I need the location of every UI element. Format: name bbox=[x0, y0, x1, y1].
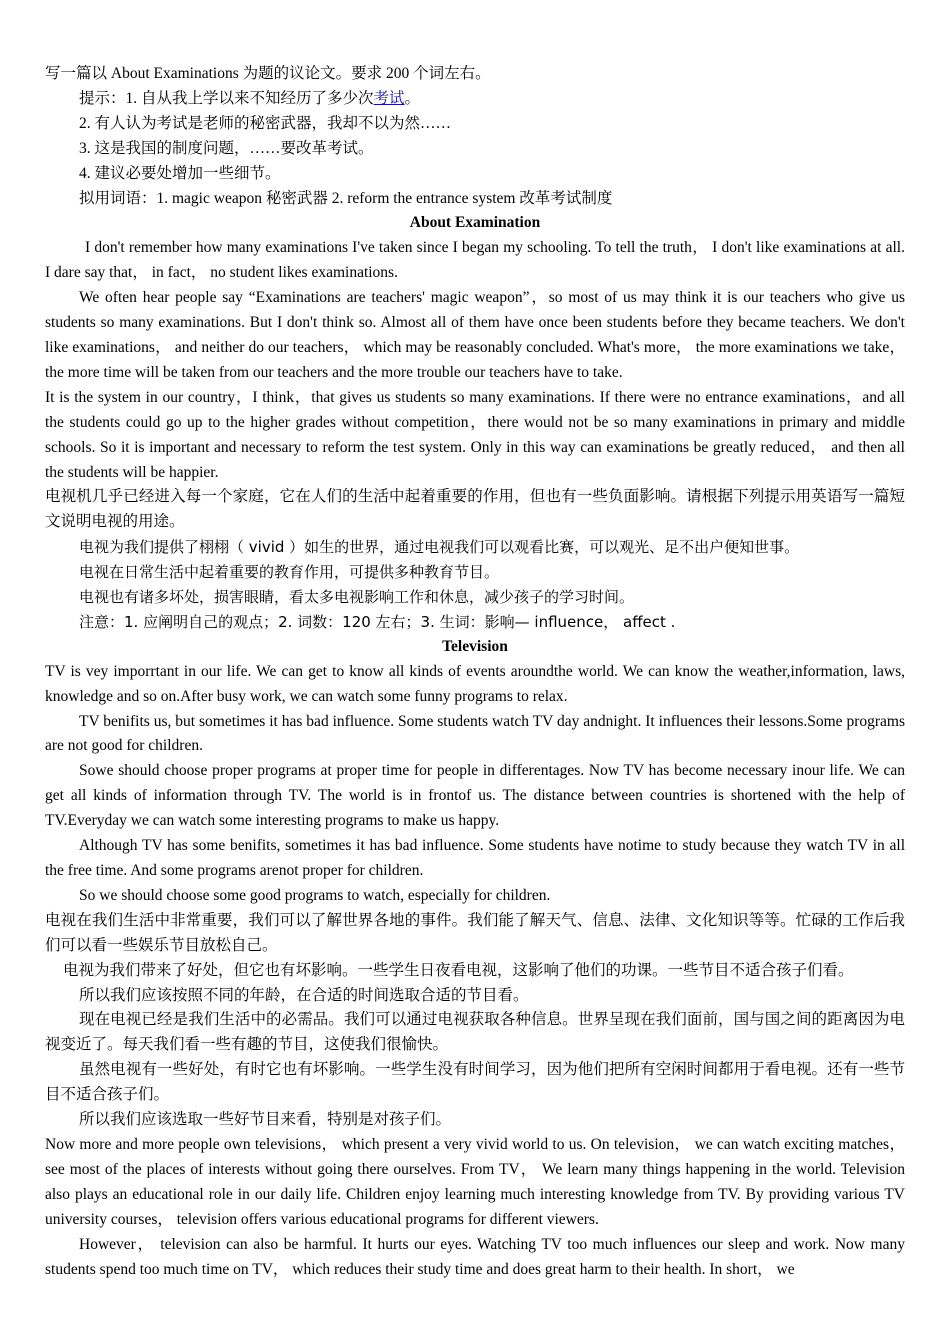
task1-prompt: 写一篇以 About Examinations 为题的议论文。要求 200 个词左右。 bbox=[45, 65, 491, 82]
document-page bbox=[45, 62, 905, 1282]
task2-hint-1: 电视为我们提供了栩栩（ vivid ）如生的世界，通过电视我们可以观看比赛，可以观光、足不出户便知世事。 bbox=[79, 538, 800, 557]
task1-hint-4: 4. 建议必要处增加一些细节。 bbox=[79, 164, 281, 182]
translation-paragraph: 虽然电视有一些好处，有时它也有坏影响。一些学生没有时间学习，因为他们把所有空闲时间都用于看电视。还有一些节目不适合孩子们。 bbox=[45, 1061, 905, 1104]
task1-hint-2: 2. 有人认为考试是老师的秘密武器，我却不以为然…… bbox=[79, 114, 452, 132]
task1-hint-1-end: 。 bbox=[404, 89, 421, 107]
model-essay-paragraph: Now more and more people own televisions， which present a very vivid world to us. On television， we can watch exciting matches， see most of the places of interests without going there ourselves. From TV， We learn many things happening in the world. Television also plays an educational role in our daily life. Children enjoy learning much interesting knowledge from TV. By providing various TV university courses， television offers various educational programs for different viewers. bbox=[45, 1135, 905, 1228]
task2-hint-3: 电视也有诸多坏处，损害眼睛，看太多电视影响工作和休息，减少孩子的学习时间。 bbox=[79, 588, 635, 607]
essay2-paragraph: TV benifits us, but sometimes it has bad influence. Some students watch TV day andnight. It influences their lessons.Some programs are not good for children. bbox=[45, 712, 905, 755]
task1-hint-1-text: 提示：1. 自从我上学以来不知经历了多少次 bbox=[79, 89, 374, 107]
essay2-paragraph: Sowe should choose proper programs at proper time for people in differentages. Now TV has become necessary inour life. We can get all kinds of information through TV. The world is in frontof us. The distance between countries is shortened with the help of TV.Everyday we can watch some interesting programs to make us happy. bbox=[45, 762, 905, 830]
task1-hint-1 bbox=[45, 87, 905, 112]
task2-prompt: 电视机几乎已经进入每一个家庭，它在人们的生活中起着重要的作用，但也有一些负面影响。请根据下列提示用英语写一篇短文说明电视的用途。 bbox=[45, 488, 905, 531]
translation-paragraph: 所以我们应该选取一些好节目来看，特别是对孩子们。 bbox=[79, 1111, 452, 1129]
essay1-paragraph: We often hear people say “Examinations are teachers' magic weapon”，so most of us may think it is our teachers who give us students so many examinations. But I don't think so. Almost all of them have once been students before they became teachers. We don't like examinations， and neither do our teachers， which may be reasonably concluded. What's more， the more examinations we take， the more time will be taken from our teachers and the more trouble our teachers have to take. bbox=[45, 289, 905, 381]
translation-paragraph: 现在电视已经是我们生活中的必需品。我们可以通过电视获取各种信息。世界呈现在我们面前，国与国之间的距离因为电视变近了。每天我们看一些有趣的节目，这使我们很愉快。 bbox=[45, 1011, 905, 1054]
translation-paragraph: 所以我们应该按照不同的年龄，在合适的时间选取合适的节目看。 bbox=[79, 986, 529, 1004]
essay2-paragraph: So we should choose some good programs to watch, especially for children. bbox=[79, 886, 551, 904]
essay2-title: Television bbox=[442, 637, 508, 655]
translation-paragraph: 电视在我们生活中非常重要，我们可以了解世界各地的事件。我们能了解天气、信息、法律、文化知识等等。忙碌的工作后我们可以看一些娱乐节目放松自己。 bbox=[45, 911, 905, 954]
essay2-paragraph: TV is vey imporrtant in our life. We can get to know all kinds of events aroundthe world. We can know the weather,information, laws, knowledge and so on.After busy work, we can watch some funny programs to relax. bbox=[45, 662, 905, 705]
translation-paragraph: 电视为我们带来了好处，但它也有坏影响。一些学生日夜看电视，这影响了他们的功课。一些节目不适合孩子们看。 bbox=[63, 961, 854, 979]
exam-link[interactable]: 考试 bbox=[373, 89, 405, 107]
task1-hint-3: 3. 这是我国的制度问题，……要改革考试。 bbox=[79, 139, 374, 157]
essay1-paragraph: It is the system in our country，I think，that gives us students so many examinations. If there were no entrance examinations，and all the students could go up to the higher grades without competition，there would not be so many examinations in primary and middle schools. So it is important and necessary to reform the test system. Only in this way can examinations be greatly reduced， and then all the students will be happier. bbox=[45, 388, 905, 481]
task2-hint-2: 电视在日常生活中起着重要的教育作用，可提供多种教育节目。 bbox=[79, 563, 500, 582]
essay1-title: About Examination bbox=[409, 214, 541, 232]
essay1-paragraph: I don't remember how many examinations I've taken since I began my schooling. To tell the truth， I don't like examinations at all. I dare say that， in fact， no student likes examinations. bbox=[45, 239, 905, 282]
model-essay-paragraph: However， television can also be harmful. It hurts our eyes. Watching TV too much influences our sleep and work. Now many students spend too much time on TV， which reduces their study time and does great harm to their health. In short， we bbox=[45, 1235, 905, 1278]
essay2-paragraph: Although TV has some benifits, sometimes it has bad influence. Some students have notime to study because they watch TV in all the free time. And some programs arenot proper for children. bbox=[45, 837, 905, 879]
task1-vocab: 拟用词语：1. magic weapon 秘密武器 2. reform the entrance system 改革考试制度 bbox=[79, 189, 613, 207]
task2-note: 注意：1. 应阐明自己的观点；2. 词数：120 左右；3. 生词：影响— influence， affect . bbox=[79, 612, 676, 631]
